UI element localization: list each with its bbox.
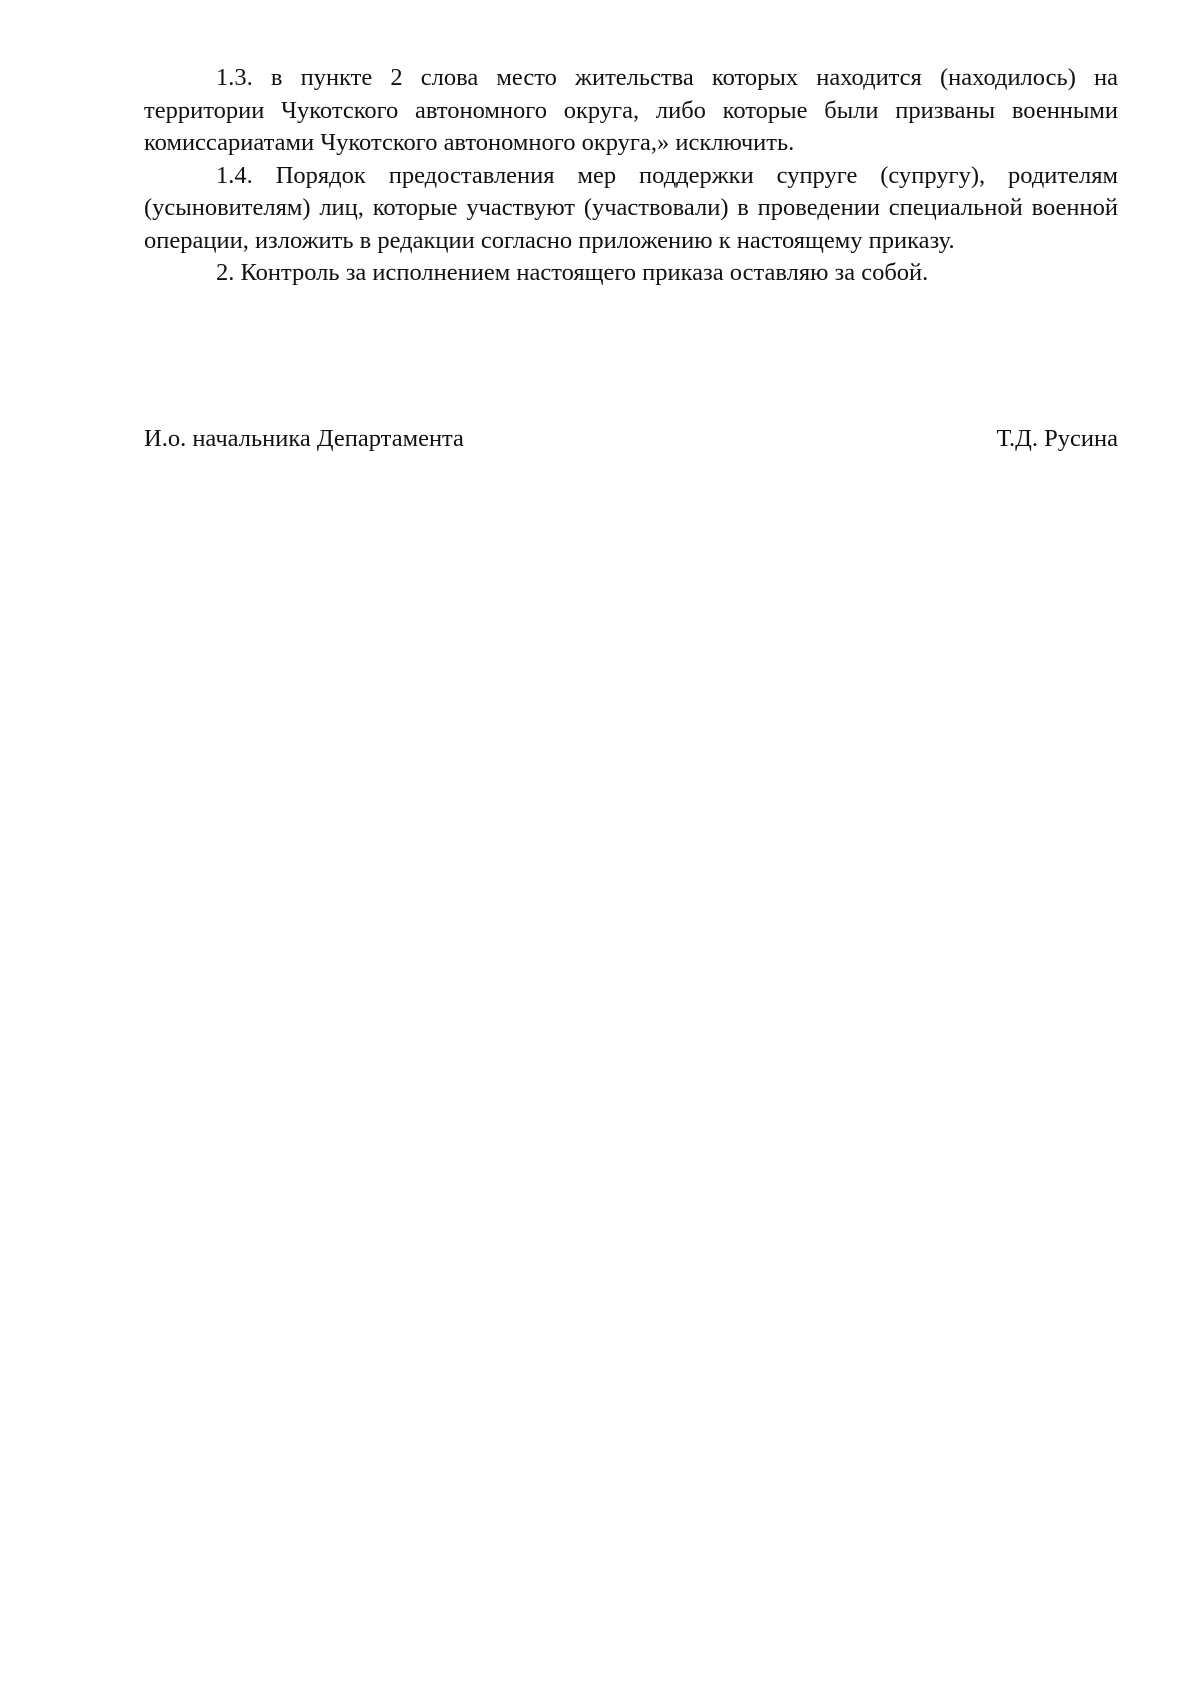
paragraph-1-3: 1.3. в пункте 2 слова место жительства которых находится (находилось) на территории Чукотского автономного округа, либо которые были призваны военными комиссариатами Чукотского автономного округа,» исключить. bbox=[144, 64, 1118, 156]
paragraph-2: 2. Контроль за исполнением настоящего приказа оставляю за собой. bbox=[216, 259, 929, 286]
signature-block bbox=[144, 423, 1118, 456]
signatory-name: Т.Д. Русина bbox=[996, 425, 1118, 452]
paragraph-1-4: 1.4. Порядок предоставления мер поддержки супруге (супругу), родителям (усыновителям) лиц, которые участвуют (участвовали) в проведении специальной военной операции, изложить в редакции согласно приложению к настоящему приказу. bbox=[144, 161, 1118, 254]
document-body bbox=[144, 62, 1118, 290]
signatory-position: И.о. начальника Департамента bbox=[144, 425, 464, 452]
